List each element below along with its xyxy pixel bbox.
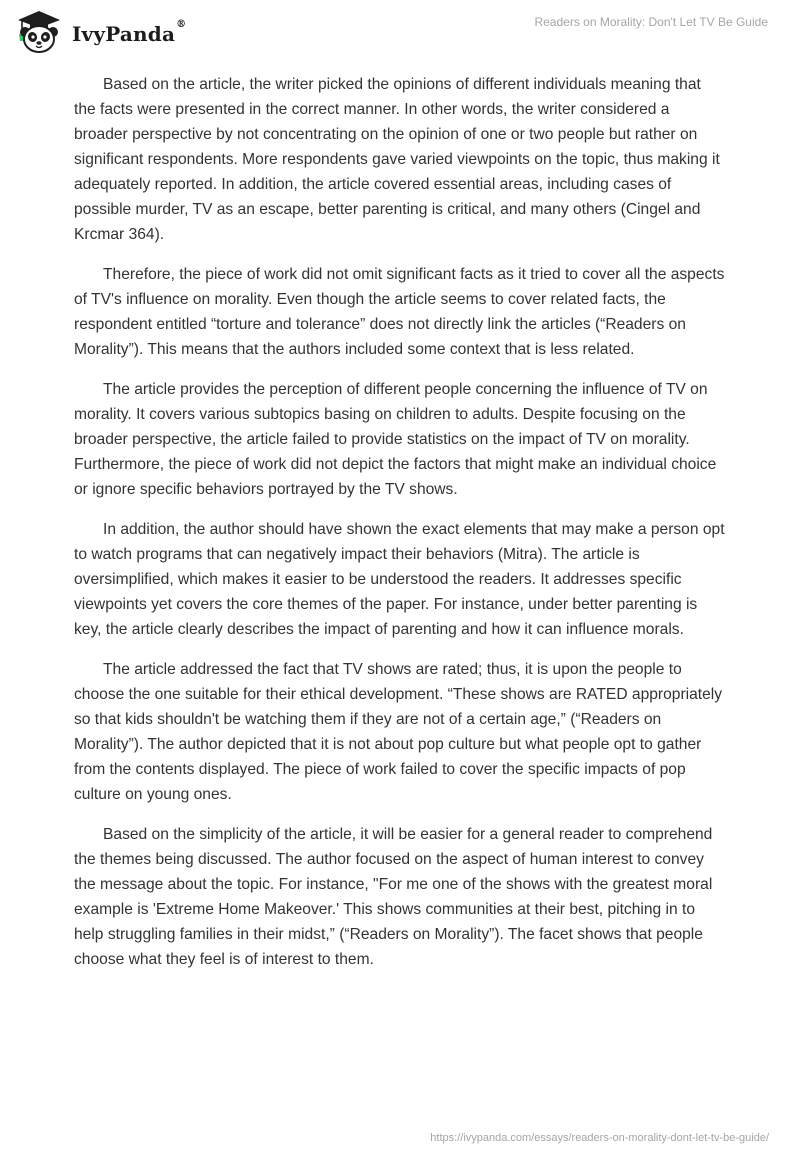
paragraph: Based on the article, the writer picked the opinions of different individuals meaning that the facts were presented in the correct manner. In other words, the writer considered a broader perspective by not concentrating on the opinion of one or two people but rather on significant respondents. More respondents gave varied viewpoints on the topic, thus making it adequately reported. In addition, the article covered essential areas, including cases of possible murder, TV as an escape, better parenting is critical, and many others (Cingel and Krcmar 364). [74, 76, 720, 243]
paragraph: In addition, the author should have shown the exact elements that may make a person opt to watch programs that can negatively impact their behaviors (Mitra). The article is oversimplified, which makes it easier to be understood the readers. It addresses specific viewpoints yet covers the core themes of the paper. For instance, under better parenting is key, the article clearly describes the impact of parenting and how it can influence morals. [74, 521, 725, 638]
paragraph: Therefore, the piece of work did not omit significant facts as it tried to cover all the aspects of TV's influence on morality. Even though the article seems to cover related facts, the respondent entitled “torture and tolerance” does not directly link the articles (“Readers on Morality”). This means that the authors included some context that is less related. [74, 266, 725, 358]
article-body [74, 72, 726, 987]
panda-graduation-cap-icon[interactable] [14, 8, 64, 54]
source-url[interactable]: https://ivypanda.com/essays/readers-on-morality-dont-let-tv-be-guide/ [430, 1132, 769, 1144]
paragraph: The article provides the perception of different people concerning the influence of TV on morality. It covers various subtopics basing on children to adults. Despite focusing on the broader perspective, the article failed to provide statistics on the impact of TV on morality. Furthermore, the piece of work did not depict the factors that might make an individual choice or ignore specific behaviors portrayed by the TV shows. [74, 381, 717, 498]
brand-name[interactable]: IvyPanda® [72, 19, 187, 46]
document-title: Readers on Morality: Don't Let TV Be Guide [534, 15, 768, 29]
page-header [0, 0, 800, 60]
paragraph: The article addressed the fact that TV shows are rated; thus, it is upon the people to choose the one suitable for their ethical development. “These shows are RATED appropriately so that kids shouldn't be watching them if they are not of a certain age,” (“Readers on Morality”). The author depicted that it is not about pop culture but what people opt to gather from the contents displayed. The piece of work failed to cover the specific impacts of pop culture on young ones. [74, 661, 723, 803]
paragraph: Based on the simplicity of the article, it will be easier for a general reader to comprehend the themes being discussed. The author focused on the aspect of human interest to convey the message about the topic. For instance, "For me one of the shows with the greatest moral example is 'Extreme Home Makeover.' This shows communities at their best, pitching in to help struggling families in their midst,” (“Readers on Morality”). The facet shows that people choose what they feel is of interest to them. [74, 826, 713, 968]
registered-mark: ® [176, 19, 187, 30]
